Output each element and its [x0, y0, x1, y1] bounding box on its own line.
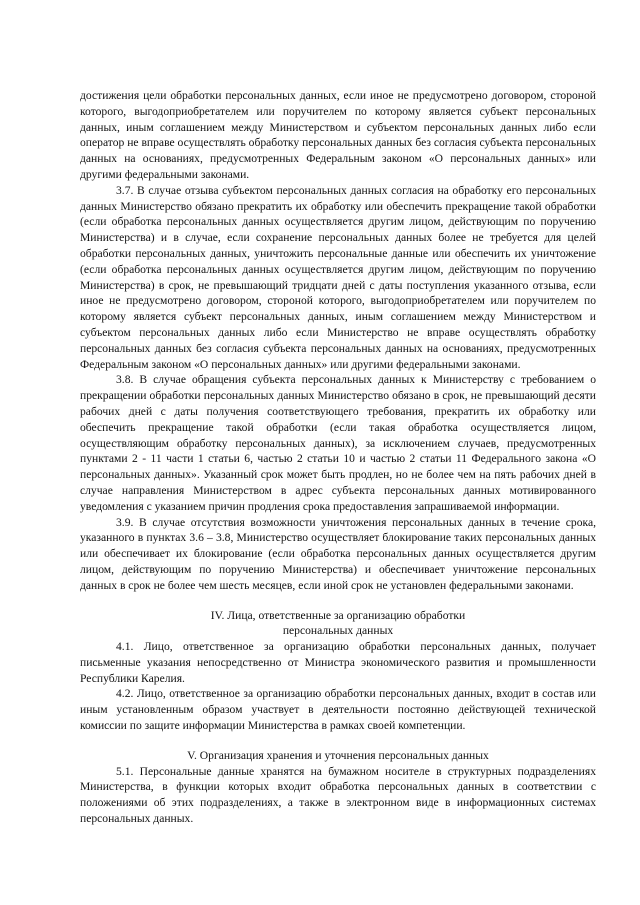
paragraph-continuation: достижения цели обработки персональных данных, если иное не предусмотрено договором, стороной которого, выгодоприобретателем или поручителем по которому является субъект персональных данных, иным соглашением между Министерством и субъектом персональных данных либо если оператор не вправе осуществлять обработку персональных данных без согласия субъекта персональных данных на основаниях, предусмотренных Федеральным законом «О персональных данных» или другими федеральными законами.: [80, 89, 596, 181]
paragraph-3-9: 3.9. В случае отсутствия возможности уничтожения персональных данных в течение срока, указанного в пунктах 3.6 – 3.8, Министерство осуществляет блокирование таких персональных данных или обеспечивает их блокирование (если обработка персональных данных осуществляется другим лицом, действующим по поручению Министерства) и обеспечивает уничтожение персональных данных в срок не более чем шесть месяцев, если иной срок не установлен федеральными законами.: [80, 515, 596, 592]
section-4-heading: [80, 608, 596, 640]
spacer: [80, 734, 596, 748]
section-4-heading-line-2: персональных данных: [282, 624, 394, 638]
paragraph-4-2: 4.2. Лицо, ответственное за организацию обработки персональных данных, входит в состав или иным установленным образом участвует в деятельности постоянно действующей технической комиссии по защите информации Министерства в рамках своей компетенции.: [80, 687, 596, 733]
spacer: [80, 594, 596, 608]
paragraph-3-8: 3.8. В случае обращения субъекта персональных данных к Министерству с требованием о прекращении обработки персональных данных Министерство обязано в срок, не превышающий десяти рабочих дней с даты получения соответствующего требования, прекратить их обработку или обеспечить прекращение такой обработки (если такая обработка осуществляется лицом, осуществляющим обработку персональных данных), за исключением случаев, предусмотренных пунктами 2 - 11 части 1 статьи 6, частью 2 статьи 10 и частью 2 статьи 11 Федерального закона «О персональных данных». Указанный срок может быть продлен, но не более чем на пять рабочих дней в случае направления Министерством в адрес субъекта персональных данных мотивированного уведомления с указанием причин продления срока предоставления запрашиваемой информации.: [80, 373, 596, 513]
paragraph-3-7: 3.7. В случае отзыва субъектом персональных данных согласия на обработку его персональных данных Министерство обязано прекратить их обработку или обеспечить прекращение такой обработки (если обработка персональных данных осуществляется другим лицом, действующим по поручению Министерства) и в случае, если сохранение персональных данных более не требуется для целей обработки персональных данных, уничтожить персональные данные или обеспечить их уничтожение (если обработка персональных данных осуществляется другим лицом, действующим по поручению Министерства) в срок, не превышающий тридцати дней с даты поступления указанного отзыва, если иное не предусмотрено договором, стороной которого, выгодоприобретателем или поручителем по которому является субъект персональных данных, иным соглашением между Министерством и субъектом персональных данных либо если Министерство не вправе осуществлять обработку персональных данных без согласия субъекта персональных данных на основаниях, предусмотренных Федеральным законом «О персональных данных» или другими федеральными законами.: [80, 183, 596, 371]
paragraph-4-1: 4.1. Лицо, ответственное за организацию обработки персональных данных, получает письменные указания непосредственно от Министра экономического развития и промышленности Республики Карелия.: [80, 640, 596, 685]
section-4-heading-line-1: IV. Лица, ответственные за организацию обработки: [210, 608, 466, 622]
section-5-heading: V. Организация хранения и уточнения персональных данных: [187, 748, 489, 762]
paragraph-5-1: 5.1. Персональные данные хранятся на бумажном носителе в структурных подразделениях Министерства, в функции которых входит обработка персональных данных в соответствии с положениями об этих подразделениях, а также в электронном виде в информационных системах персональных данных.: [80, 764, 596, 826]
